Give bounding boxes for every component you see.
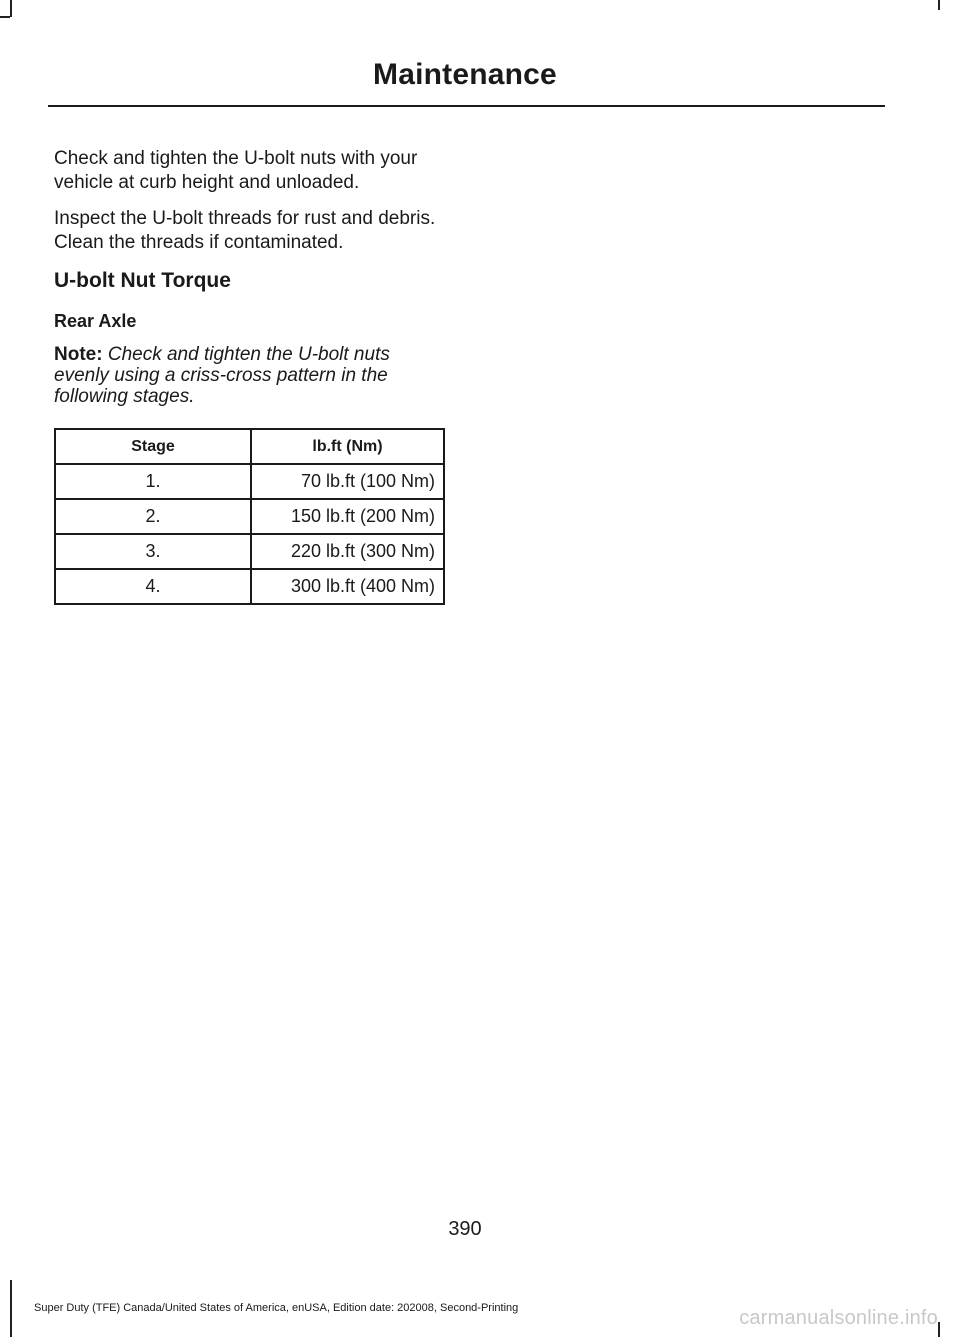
crop-mark [938,0,940,10]
torque-cell: 220 lb.ft (300 Nm) [251,534,444,569]
crop-mark [938,1322,940,1337]
stage-cell: 2. [55,499,251,534]
column-header-torque: lb.ft (Nm) [251,429,444,464]
edition-footer: Super Duty (TFE) Canada/United States of America, enUSA, Edition date: 202008, Second-Printing [34,1302,519,1314]
stage-cell: 1. [55,464,251,499]
torque-cell: 70 lb.ft (100 Nm) [251,464,444,499]
table-row [55,534,444,569]
table-row [55,569,444,604]
main-content [54,147,448,605]
watermark: carmanualsonline.info [739,1307,938,1329]
stage-cell: 3. [55,534,251,569]
crop-mark [10,1280,12,1337]
stage-cell: 4. [55,569,251,604]
page-number: 390 [448,1218,482,1240]
page-title: Maintenance [373,58,557,91]
crop-mark [10,0,12,17]
table-row [55,464,444,499]
note-label: Note: [54,344,103,365]
column-header-stage: Stage [55,429,251,464]
table-header-row [55,429,444,464]
torque-cell: 150 lb.ft (200 Nm) [251,499,444,534]
torque-table [54,428,445,605]
paragraph-inspect-threads: Inspect the U-bolt threads for rust and debris. Clean the threads if contaminated. [54,208,436,253]
paragraph-check-tighten: Check and tighten the U-bolt nuts with your vehicle at curb height and unloaded. [54,148,418,193]
subsection-heading: Rear Axle [54,311,137,331]
note-text: Check and tighten the U-bolt nuts evenly using a criss-cross pattern in the following stages. [54,344,390,407]
table-row [55,499,444,534]
torque-cell: 300 lb.ft (400 Nm) [251,569,444,604]
note [54,344,448,407]
title-divider [48,105,885,107]
crop-mark [0,16,10,18]
section-heading: U-bolt Nut Torque [54,269,231,292]
